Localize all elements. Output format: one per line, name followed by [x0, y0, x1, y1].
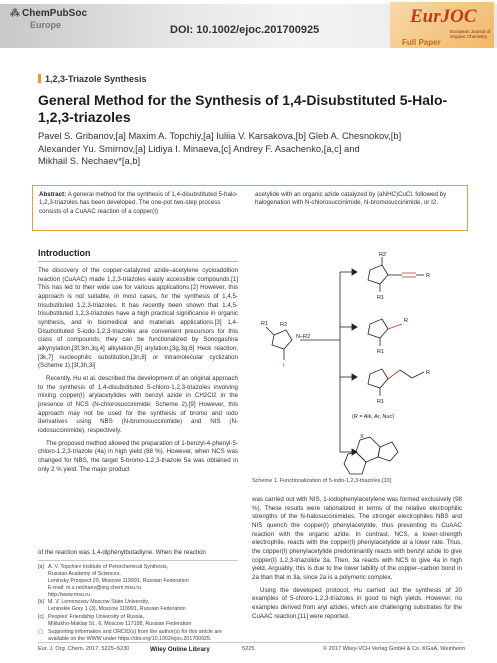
author-line: Alexander Yu. Smirnov,[a] Lidiya I. Minaeva,[c] Andrey F. Asachenko,[a,c] and [38, 142, 360, 154]
left-column-text [38, 267, 238, 478]
paragraph: The proposed method allowed the preparation of 1-benzyl-4-phenyl-5-chloro-1,2,3-triazole (4a) in high yield (88 %). However, when NCS was changed for NBS, the target 5-bromo-1,2,3-triazole 5a was obtained in only 2 % yield. The major product [38, 439, 238, 473]
publisher-sub: Europe [30, 20, 62, 30]
publisher-logo: ⁂ ChemPubSoc [10, 8, 88, 19]
scheme-label-r1: R1 [377, 349, 385, 355]
paragraph: was carried out with NIS, 1-iodophenylacetylene was formed exclusively (98 %). These results were rationalized in terms of the relative electrophilic strengths of the N-halosuccinimides. The stronger electrophiles NBS and NIS quench the copper(I) phenylacetylide, thus preventing its CuAAC reaction with the organic azide. In contrast, NCS, a lower-strength electrophile, reacts with the copper(I) phenylacetylide at a lower rate. Thus, the copper(I) phenylacetylide predominantly reacts with benzyl azide to give copper(I) 1,2,3-triazolide 3a. Then, 3a reacts with NCS to give 4a in high yield. Arguably, this is due to the lower lability of the copper–carbon bond in 2a than that in 3a, since 2a is a polymeric complex. [252, 496, 462, 582]
scheme-label-r1: R1 [377, 399, 385, 405]
scheme-label-x: X [360, 434, 364, 440]
footnote-b: [b] M. V. Lomonosov Moscow State University, Leninskie Gory 1 (3), Moscow 119991, Russian Federation [38, 599, 186, 613]
reaction-arrows [300, 269, 357, 455]
iodotriazole [266, 327, 292, 360]
scheme-label-r1: R1 [377, 295, 385, 301]
scheme-label-r2: R2 [379, 252, 387, 258]
author-line: Pavel S. Gribanov,[a] Maxim A. Topchiy,[a] Iuliia V. Karsakova,[b] Gleb A. Chesnokov,[b] [38, 130, 402, 141]
footnote-rule [38, 560, 238, 561]
author-list [38, 130, 478, 168]
footnote-label: [b] [38, 599, 44, 606]
url-link[interactable]: http://www.msu.ru [48, 591, 91, 598]
product-alkynyl [368, 257, 424, 292]
article-type: Full Paper [402, 38, 441, 47]
paragraph: Recently, Hu et al. described the development of an original approach to the synthesis of 1,4-disubstituted 5-chloro-1,2,3-triazoles involving mixing copper(I) arylacetylides with benzyl azide in CH2Cl2 in the presence of NCS (N-chlorosuccinimide; Scheme 2).[9] However, this approach may not be used for the synthesis of bromo and iodo derivatives using NBS (N-bromosuccinimide) and NIS (N-iodosuccinimide), respectively. [38, 375, 238, 435]
footer-copyright: © 2017 Wiley-VCH Verlag GmbH & Co. KGaA, Weinheim [323, 646, 466, 652]
product-fused-ring [344, 437, 398, 474]
page-header [0, 0, 497, 56]
abstract-text-1: A general method for the synthesis of 1,4-disubstituted 5-halo-1,2,3-triazoles has been developed. The one-pot two-step process consists of a CuAAC reaction of a copper(I) [39, 191, 238, 215]
journal-logo-subtitle: European Journal of Organic Chemistry [450, 29, 491, 39]
footnote-c: [c] Peoples' Friendship University of Russia, Miklukho-Maklay St., 6, Moscow 117198, Russian Federation [38, 614, 192, 627]
product-alkyl [368, 319, 402, 346]
product-alkenyl [368, 369, 424, 396]
section-tag-bar [38, 74, 41, 83]
footnote-label: [a] [38, 564, 44, 570]
abstract-col-2: acetylide with an organic azide catalyzed by (aNHC)CuCl, followed by halogenation with N-chlorosuccinimide, N-bromosuccinimide, or I2. [255, 191, 447, 207]
right-column-text [252, 496, 462, 625]
paragraph: Using the developed protocol, Hu carried out the synthesis of 20 examples of 5-chloro-1,2,3-triazoles in good to high yields. However, no examples derived from aryl azides, which are challenging substrates for the CuAAC reaction,[11] were reported. [252, 586, 462, 620]
scheme-label-i: I [283, 363, 285, 369]
footnote-si: ▢ Supporting information and ORCID(s) from the author(s) for this article are available on the WWW under https://doi.org/10.1002/ejoc.201700925. [38, 629, 238, 643]
author-line: Mikhail S. Nechaev*[a,b] [38, 155, 141, 167]
abstract-box [32, 185, 468, 231]
si-link[interactable]: available on the WWW under https://doi.org/10.1002/ejoc.201700925. [48, 635, 212, 642]
left-column-tail: of the reaction was 1,4-diphenylbutadiyne. When the reaction [38, 549, 206, 556]
scheme-1 [252, 252, 472, 477]
scheme-label-r: R [426, 370, 430, 376]
scheme-label-nr2: N–R2 [296, 334, 311, 340]
section-heading-introduction: Introduction [38, 248, 91, 258]
scheme-label-r: R [426, 273, 430, 279]
footnote-label: [c] [38, 614, 44, 621]
abstract-col-1 [39, 191, 244, 216]
article-title: General Method for the Synthesis of 1,4-Disubstituted 5-Halo-1,2,3-triazoles [38, 92, 448, 126]
email-link[interactable]: E-mail: m.s.nechaev@org.chem.msu.ru [48, 584, 142, 591]
journal-logo-name: EurJOC [410, 6, 477, 27]
publisher-logo-icon: ⁂ [10, 8, 20, 19]
doi[interactable]: DOI: 10.1002/ejoc.201700925 [170, 24, 320, 36]
footer-page-number: 5225 [242, 646, 255, 652]
scheme-caption: Scheme 1. Functionalization of 5-iodo-1,2,3-triazoles.[10] [252, 478, 392, 484]
scheme-label-r2: R2 [280, 322, 288, 328]
footer-rule [38, 642, 463, 643]
scheme-label-r1: R1 [261, 321, 269, 327]
scheme-label-r: R [404, 318, 408, 324]
footer-citation: Eur. J. Org. Chem. 2017, 5225–5230 [38, 646, 130, 652]
footnote-a: [a] A. V. Topchiev Institute of Petrochemical Synthesis, Russian Academy of Sciences, Leninsky Prospect 29, Moscow 119991, Russian Federation E-mail: m.s.nechaev@org.chem.msu.ru http://www.msu.ru [38, 564, 238, 598]
section-rule [38, 261, 238, 262]
document-icon: ▢ [38, 628, 44, 635]
footer-library-link[interactable]: Wiley Online Library [150, 646, 210, 653]
abstract-label: Abstract: [39, 191, 67, 198]
paragraph: The discovery of the copper-catalyzed azide–acetylene cycloaddition reaction (CuAAC) made 1,2,3-triazoles easily accessible compounds.[1] This has led to their wide use for various applications.[2] However, this approach is not suitable, in most cases, for the synthesis of 1,4,5-trisubstituted 1,2,3-triazoles. It has recently been shown that 1,4,5-trisubstituted 1,2,3-triazoles have a high practical significance in organic synthesis, and in biomedical and materials applications.[3] 1,4-Disubstituted 5-iodo-1,2,3-triazoles are convenient precursors for this class of compounds; they can be functionalized by Sonogashira alkynylation,[3f,3m,3q,4] alkylation,[5] arylation,[3g,3q,6] Heck reaction,[3k,7] nucleophilic substitution,[3n,8] or intramolecular cyclization (Scheme 1).[3f,3h,3i] [38, 267, 238, 370]
section-tag: 1,2,3-Triazole Synthesis [38, 74, 147, 84]
affiliations [38, 564, 238, 644]
scheme-label-r-def: (R = Alk, Ar, Nuc) [352, 414, 395, 420]
